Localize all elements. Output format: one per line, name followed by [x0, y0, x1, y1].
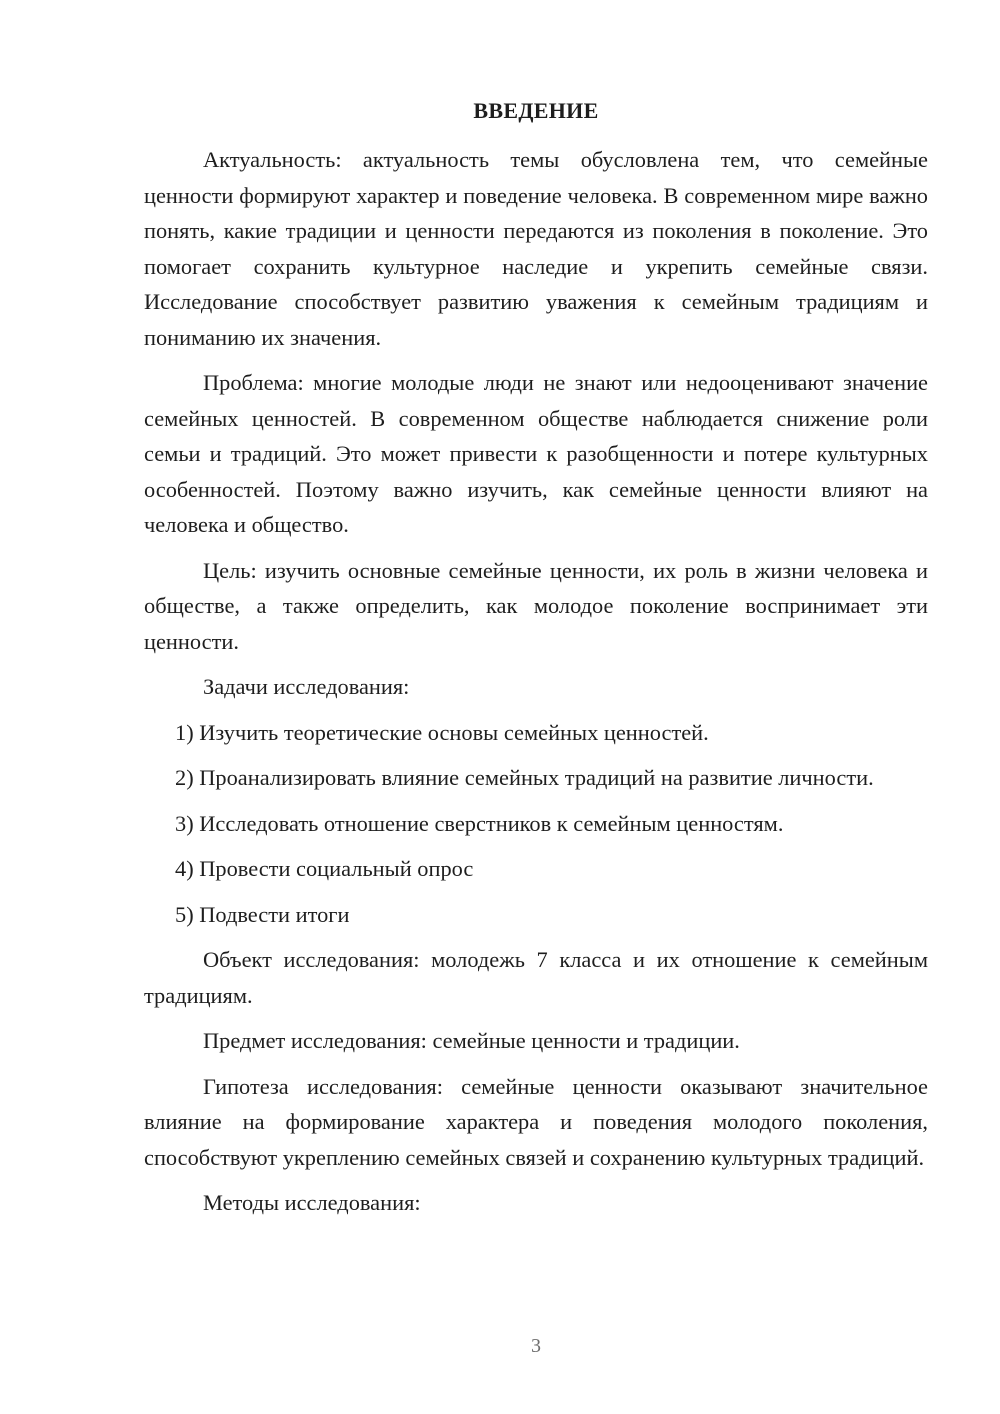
paragraph-tasks-heading: Задачи исследования: — [203, 674, 410, 699]
paragraph-goal: Цель: изучить основные семейные ценности, их роль в жизни человека и обществе, а также определить, как молодое поколение воспринимает эти ценности. — [144, 557, 928, 654]
paragraph-problem: Проблема: многие молодые люди не знают или недооценивают значение семейных ценностей. В современном обществе наблюдается снижение роли семьи и традиций. Это может привести к разобщенности и потере культурных особенностей. Поэтому важно изучить, как семейные ценности влияют на человека и общество. — [144, 370, 928, 537]
task-item-5: 5) Подвести итоги — [175, 901, 350, 927]
document-body — [144, 142, 928, 1231]
task-item-4: 4) Провести социальный опрос — [175, 856, 474, 881]
paragraph-methods: Методы исследования: — [203, 1190, 421, 1215]
task-item-3: 3) Исследовать отношение сверстников к семейным ценностям. — [175, 810, 784, 836]
paragraph-hypothesis: Гипотеза исследования: семейные ценности оказывают значительное влияние на формирование характера и поведения молодого поколения, способствуют укреплению семейных связей и сохранению культурных традиций. — [144, 1073, 928, 1170]
paragraph-relevance: Актуальность: актуальность темы обусловлена тем, что семейные ценности формируют характер и поведение человека. В современном мире важно понять, какие традиции и ценности передаются из поколения в поколение. Это помогает сохранить культурное наследие и укрепить семейные связи. Исследование способствует развитию уважения к семейным традициям и пониманию их значения. — [144, 147, 928, 350]
task-item-1: 1) Изучить теоретические основы семейных ценностей. — [175, 719, 709, 745]
task-item-2: 2) Проанализировать влияние семейных традиций на развитие личности. — [175, 765, 874, 790]
paragraph-subject: Предмет исследования: семейные ценности и традиции. — [203, 1028, 740, 1053]
section-title: ВВЕДЕНИЕ — [473, 98, 599, 123]
page-number: 3 — [531, 1335, 541, 1357]
paragraph-object: Объект исследования: молодежь 7 класса и их отношение к семейным традициям. — [144, 947, 928, 1008]
